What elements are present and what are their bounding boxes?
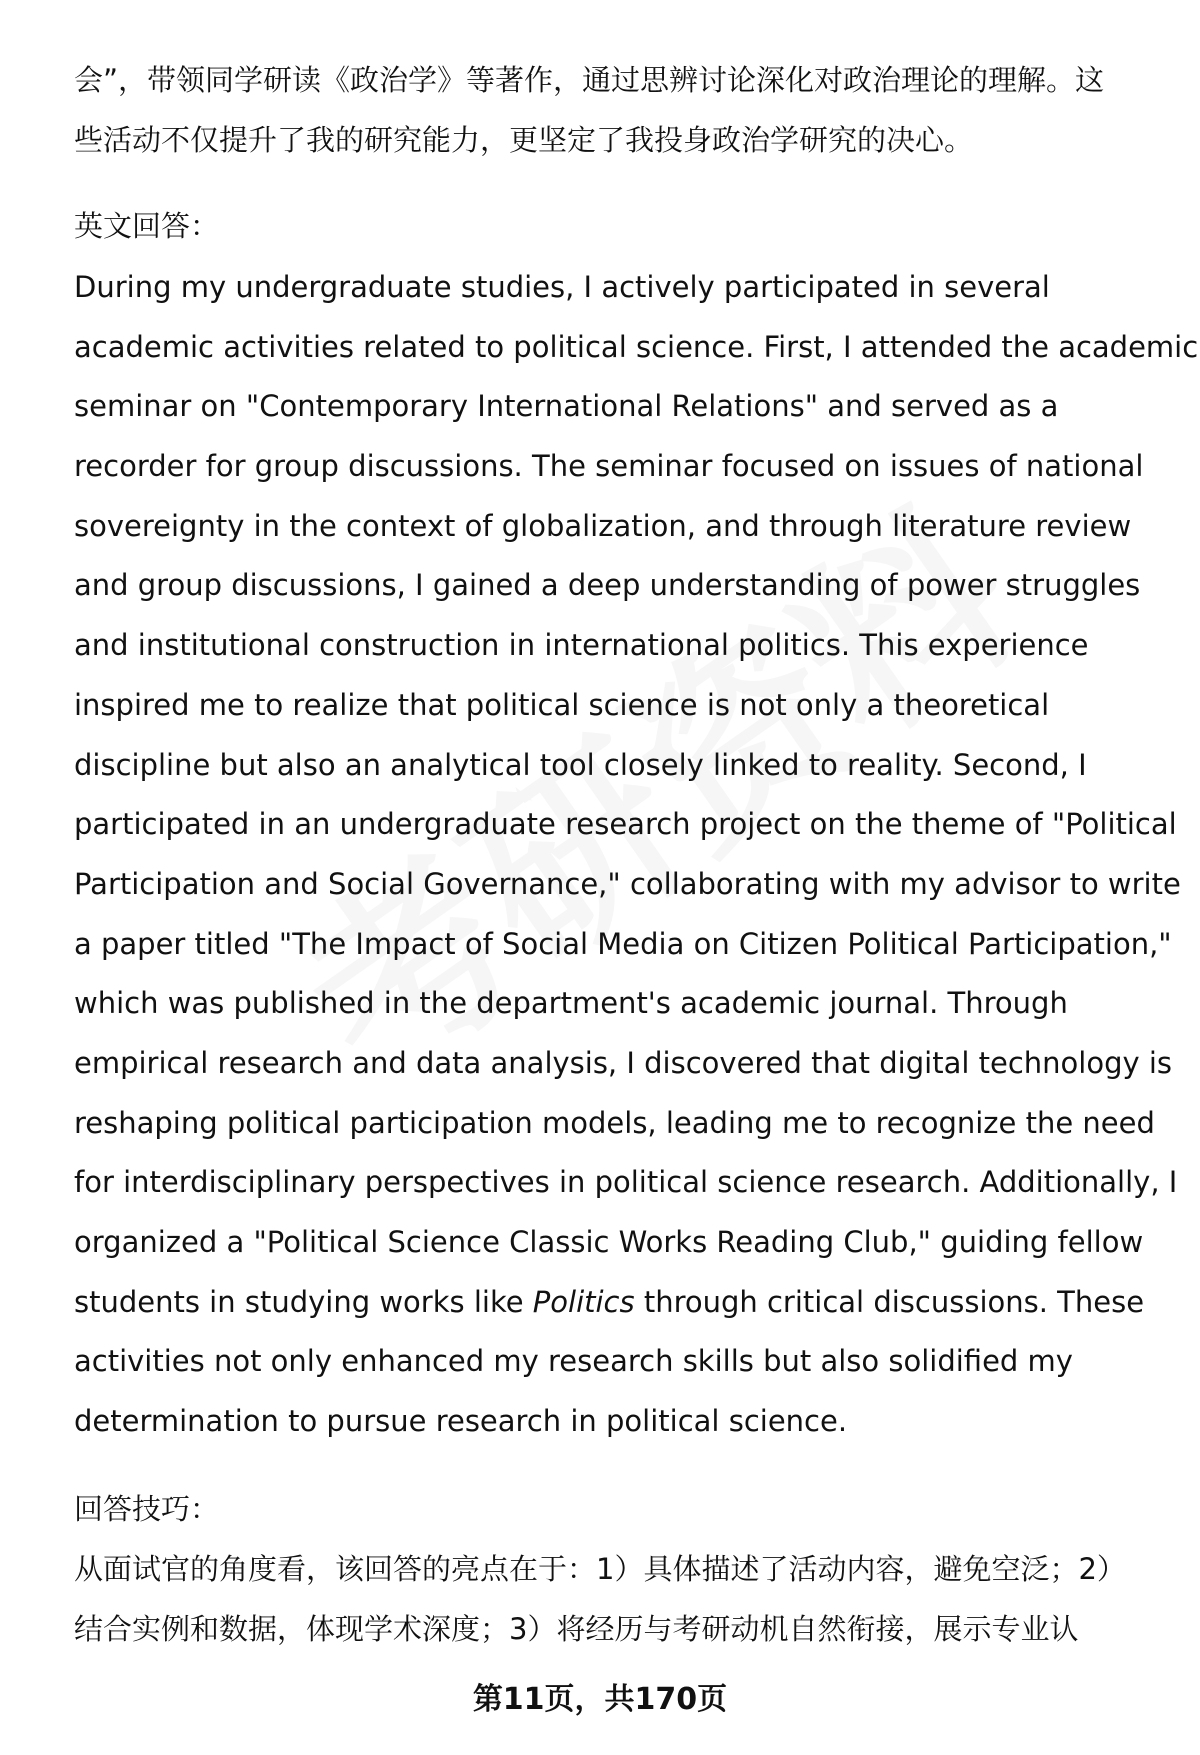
text-segment: students in studying works like <box>74 1284 533 1319</box>
text-line-with-italic <box>74 1273 1174 1333</box>
section-label: 英文回答： <box>74 209 220 243</box>
section-label: 回答技巧： <box>74 1492 220 1526</box>
text-line: inspired me to realize that political science is not only a theoretical <box>74 687 1050 722</box>
text-line: determination to pursue research in political science. <box>74 1404 848 1439</box>
text-line: a paper titled "The Impact of Social Media on Citizen Political Participation," <box>74 926 1172 961</box>
text-line: 些活动不仅提升了我的研究能力，更坚定了我投身政治学研究的决心。 <box>74 122 974 157</box>
intro-paragraph <box>74 51 1174 170</box>
english-answer-heading <box>74 197 1174 257</box>
text-line: empirical research and data analysis, I discovered that digital technology is <box>74 1045 1173 1080</box>
english-answer-paragraph <box>74 258 1199 1452</box>
text-line: academic activities related to political science. First, I attended the academic <box>74 329 1199 364</box>
italic-book-title: Politics <box>532 1284 635 1319</box>
text-line: reshaping political participation models, leading me to recognize the need <box>74 1105 1155 1140</box>
text-line: for interdisciplinary perspectives in political science research. Additionally, I <box>74 1165 1178 1200</box>
text-line: 会”，带领同学研读《政治学》等著作，通过思辨讨论深化对政治理论的理解。这 <box>74 63 1105 97</box>
text-segment: through critical discussions. These <box>634 1284 1145 1319</box>
text-line: discipline but also an analytical tool closely linked to reality. Second, I <box>74 747 1087 782</box>
text-line: activities not only enhanced my research skills but also solidified my <box>74 1344 1073 1379</box>
text-line: Participation and Social Governance," collaborating with my advisor to write <box>74 866 1181 901</box>
text-line: which was published in the department's academic journal. Through <box>74 986 1068 1021</box>
text-line: organized a "Political Science Classic Works Reading Club," guiding fellow <box>74 1225 1144 1259</box>
text-line: and group discussions, I gained a deep understanding of power struggles <box>74 568 1141 603</box>
text-line: recorder for group discussions. The seminar focused on issues of national <box>74 449 1144 484</box>
text-line: seminar on "Contemporary International Relations" and served as a <box>74 389 1059 424</box>
text-line: sovereignty in the context of globalization, and through literature review <box>74 508 1132 543</box>
text-line: participated in an undergraduate research project on the theme of "Political <box>74 807 1177 842</box>
tips-paragraph <box>74 1540 1174 1659</box>
page-indicator: 第11页，共170页 <box>472 1682 728 1717</box>
text-line: During my undergraduate studies, I actively participated in several <box>74 270 1050 304</box>
text-line: and institutional construction in international politics. This experience <box>74 628 1089 663</box>
text-line: 结合实例和数据，体现学术深度；3）将经历与考研动机自然衔接，展示专业认 <box>74 1611 1079 1646</box>
tips-heading <box>74 1480 1174 1540</box>
text-line: 从面试官的角度看，该回答的亮点在于：1）具体描述了活动内容，避免空泛；2） <box>74 1552 1126 1586</box>
